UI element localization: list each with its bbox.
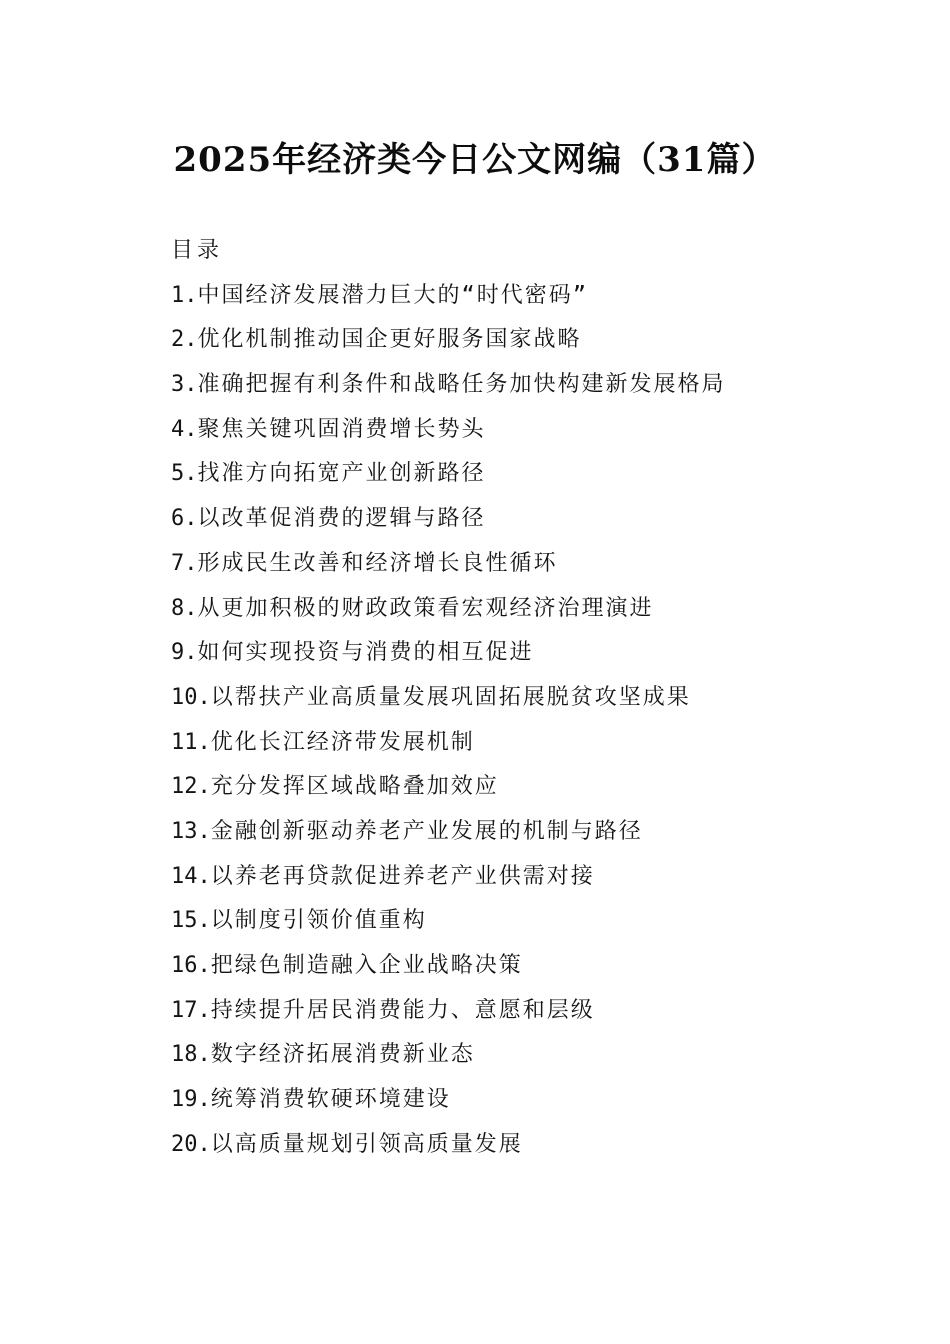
toc-item-4 [171, 408, 891, 453]
toc-item-13 [171, 810, 891, 855]
toc-item-text: 统筹消费软硬环境建设 [210, 1087, 451, 1113]
toc-item-number: 3. [171, 372, 198, 398]
toc-item-number: 20. [171, 1131, 211, 1157]
toc-item-3 [171, 363, 891, 408]
toc-item-number: 13. [171, 818, 211, 844]
toc-item-19 [171, 1078, 891, 1123]
toc-item-text: 以帮扶产业高质量发展巩固拓展脱贫攻坚成果 [210, 684, 691, 710]
toc-item-6 [171, 497, 891, 542]
toc-item-text: 聚焦关键巩固消费增长势头 [197, 416, 486, 442]
toc-item-text: 如何实现投资与消费的相互促进 [197, 640, 534, 666]
toc-item-text: 金融创新驱动养老产业发展的机制与路径 [210, 818, 643, 844]
toc-item-text: 数字经济拓展消费新业态 [210, 1042, 475, 1068]
toc-item-11 [171, 721, 891, 766]
toc-item-text: 准确把握有利条件和战略任务加快构建新发展格局 [197, 372, 726, 398]
toc-item-text: 把绿色制造融入企业战略决策 [210, 953, 523, 978]
toc-item-text: 以养老再贷款促进养老产业供需对接 [210, 863, 595, 889]
toc-item-text: 从更加积极的财政政策看宏观经济治理演进 [197, 595, 654, 621]
toc-item-number: 7. [171, 550, 198, 576]
toc-item-17 [171, 989, 891, 1034]
toc-item-number: 10. [171, 684, 211, 710]
toc-item-number: 18. [171, 1042, 211, 1068]
toc-item-number: 5. [171, 461, 198, 487]
toc-item-16 [171, 944, 891, 989]
toc-item-15 [171, 899, 891, 944]
toc-item-number: 16. [171, 953, 211, 978]
toc-item-number: 1. [171, 282, 198, 308]
toc-item-number: 4. [171, 416, 198, 442]
toc-item-2 [171, 318, 891, 363]
toc-item-number: 12. [171, 774, 211, 800]
toc-item-18 [171, 1033, 891, 1078]
toc-item-text: 形成民生改善和经济增长良性循环 [197, 550, 558, 576]
toc-item-5 [171, 452, 891, 497]
toc-item-text: 以高质量规划引领高质量发展 [210, 1131, 523, 1157]
toc-item-text: 充分发挥区域战略叠加效应 [210, 774, 499, 800]
toc-item-7 [171, 542, 891, 587]
toc-item-number: 14. [171, 863, 211, 889]
toc-item-text: 以制度引领价值重构 [210, 908, 427, 934]
table-of-contents [171, 229, 891, 1167]
toc-item-number: 6. [171, 506, 198, 532]
toc-item-10 [171, 676, 891, 721]
toc-item-1 [171, 274, 891, 319]
document-title: 2025年经济类今日公文网编（31篇） [173, 140, 777, 180]
toc-heading: 目录 [171, 238, 224, 263]
toc-item-number: 15. [171, 908, 211, 934]
toc-item-text: 优化机制推动国企更好服务国家战略 [197, 327, 582, 353]
toc-item-12 [171, 765, 891, 810]
toc-list [171, 274, 891, 1168]
toc-item-number: 11. [171, 729, 211, 755]
toc-item-text: 优化长江经济带发展机制 [210, 729, 475, 755]
toc-item-number: 19. [171, 1087, 211, 1113]
toc-item-text: 找准方向拓宽产业创新路径 [197, 461, 486, 487]
toc-item-9 [171, 631, 891, 676]
toc-item-8 [171, 587, 891, 632]
toc-item-14 [171, 855, 891, 900]
toc-item-number: 2. [171, 327, 198, 353]
toc-item-text: 以改革促消费的逻辑与路径 [197, 506, 486, 532]
toc-item-text: 中国经济发展潜力巨大的“时代密码” [197, 282, 588, 308]
toc-item-number: 8. [171, 595, 198, 621]
toc-item-20 [171, 1123, 891, 1168]
toc-item-text: 持续提升居民消费能力、意愿和层级 [210, 997, 595, 1023]
toc-item-number: 9. [171, 640, 198, 666]
toc-item-number: 17. [171, 997, 211, 1023]
